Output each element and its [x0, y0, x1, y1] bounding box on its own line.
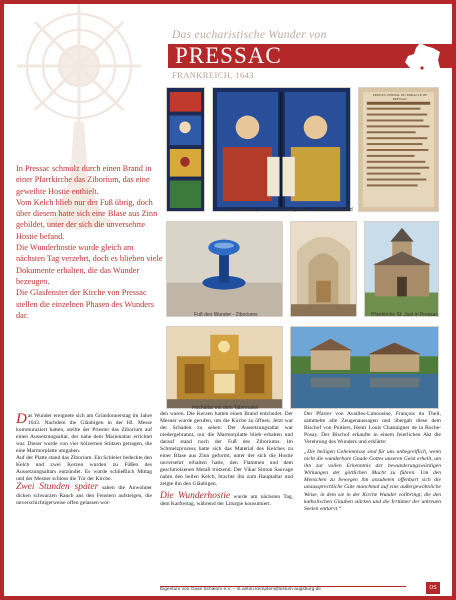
church-interior-photo [290, 221, 357, 317]
photo-caption: Das Wunder, wie es von François du Theil berichtet wird [228, 207, 353, 213]
body-paragraph: den waren. Die Kerzen hatten einen Brand entzündet. Der Mesner wurde gerufen, um die Kirche zu öffnen. Jetzt war der Schaden zu sehen: Der Aussetzungsaltar war niedergebrannt, nur die Marmorplatte blieb erhalten und darauf stand noch der Fuß des Ziboriums. Im Schmelzprozess hatte sich das Material des Kelches zu einer Blase aus Zinn geformt, unter der sich die Hostie unversehrt erhalten hatte, den Flammen und dem geschmolzenen Metall trotzend. Der Vikar Simon Sauvage nahm den heilen Kelch, brachte ihn zum Hauptaltar und zeigte ihn den Gläubigen. [160, 411, 293, 488]
intro-paragraph: Die Glasfenster der Kirche von Pressac stellen die einzelnen Phasen des Wunders dar. [16, 288, 154, 320]
photo-caption: Pfarrkirche St. Just in Pressac [371, 312, 438, 318]
bishop-quote: „Die heiligen Geheimnisse sind für uns unbegreiflich, wenn nicht die wunderbare Gnade Gottes unseren Geist erhellt, um ihn zur vollen Erkenntnis der bewunderungswürdigen Wirkungen der göttlichen Macht zu führen. Um den Menschen zu bewegen ihn anzubeten offenbart sich die unaussprechliche Güte manchmal auf eine außergewöhnliche Weise, in dem sie in der Kirche Wunder vollbringt, die den katholischen Glauben stärken und die Irrtümer der untreuen Seelen entlarvt.“ [304, 449, 441, 512]
body-column-2 [160, 411, 293, 508]
body-column-3 [304, 411, 441, 513]
historic-document-photo [358, 87, 439, 212]
body-paragraph [16, 483, 152, 506]
header-subtitle: Das eucharistische Wunder von [172, 29, 327, 41]
body-paragraph [160, 492, 293, 508]
drop-cap: D [16, 411, 27, 427]
body-paragraph [16, 413, 152, 455]
intro-text [16, 163, 164, 321]
village-river-photo [290, 326, 439, 409]
photo-caption: Hochaltar mit dem Tabernakel [192, 405, 259, 411]
page-title: PRESSAC [175, 43, 282, 68]
header-country: FRANKREICH, 1643 [172, 70, 254, 80]
stained-glass-small-photo [166, 87, 205, 212]
section-heading: Zwei Stunden später [16, 482, 99, 493]
body-text: as Wunder ereignete sich am Gründonnerstag im Jahre 1643. Nachdem die Gläubigen in der Hl. Messe kommuniziert hatten, stellte der Priester das Ziborium auf einen Aussetzungsaltar, der nahe dem Marienaltar errichtet war. Dieser wurde von vier hölzernen Stützen getragen, die eine Marmorplatte umgaben. [16, 413, 152, 455]
section-heading: Die Wunderhostie [160, 490, 231, 501]
body-text: wurde am nächsten Tag, dem Karfreitag, während der Liturgie konsumiert. [160, 493, 293, 507]
intro-paragraph: Die Wunderhostie wurde gleich am nächsten Tag verzehrt, doch es blieben viele Dokumente erhalten, die das Wunder bezeugen. [16, 243, 163, 286]
oase-logo-icon: OS [426, 582, 440, 594]
ciborium-foot-photo [166, 221, 283, 317]
church-exterior-photo [364, 221, 439, 317]
high-altar-photo [166, 326, 283, 409]
intro-paragraph: Vom Kelch blieb nur der Fuß übrig, doch über diesem hatte sich eine Blase aus Zinn gebildet, unter der sich die unversehrte Hostie befand. [16, 197, 158, 241]
document-header-text: PROCES-VERBAL DU MIRACLE DE PRESSAC [372, 93, 428, 101]
body-column-1 [16, 413, 152, 507]
intro-paragraph: In Pressac schmolz durch einen Brand in einer Pfarrkirche das Ziborium, das eine geweihte Hostie enthielt. [16, 164, 152, 196]
photo-caption: Fuß des Wunder - Ziboriums [194, 312, 258, 318]
footer-text: Eigentum von Oase Schalom e.V. – st.anton.kempten@bistum-augsburg.de [160, 587, 321, 592]
stained-glass-window-photo [212, 87, 351, 212]
france-map-icon [400, 40, 446, 86]
body-text: sahen die Anwohner dicken schwarzen Rauch aus den Fenstern aufsteigen, die unverschichtigerweise offen gelassen wor- [16, 485, 152, 506]
body-paragraph: Auf der Platte stand das Ziborium. Ein Schleier bedeckte den Kelch und zwei Kerzen wurden zu Füßen des Aussetzungsaltars entzündet. Es wurde schließlich Mittag und der Mesner schloss die Tür der Kirche. [16, 455, 152, 483]
body-paragraph: Der Pfarrer von Availles-Limousine, François du Theil, sammelte alle Zeugenaussagen und übergab diese dem Bischof von Poitiers, Henri Louis Chastaigner de la Roche-Posay. Der Bischof erkaufte in einem feierlichen Akt die Verehrung des Wunders und erklärte: [304, 411, 441, 446]
